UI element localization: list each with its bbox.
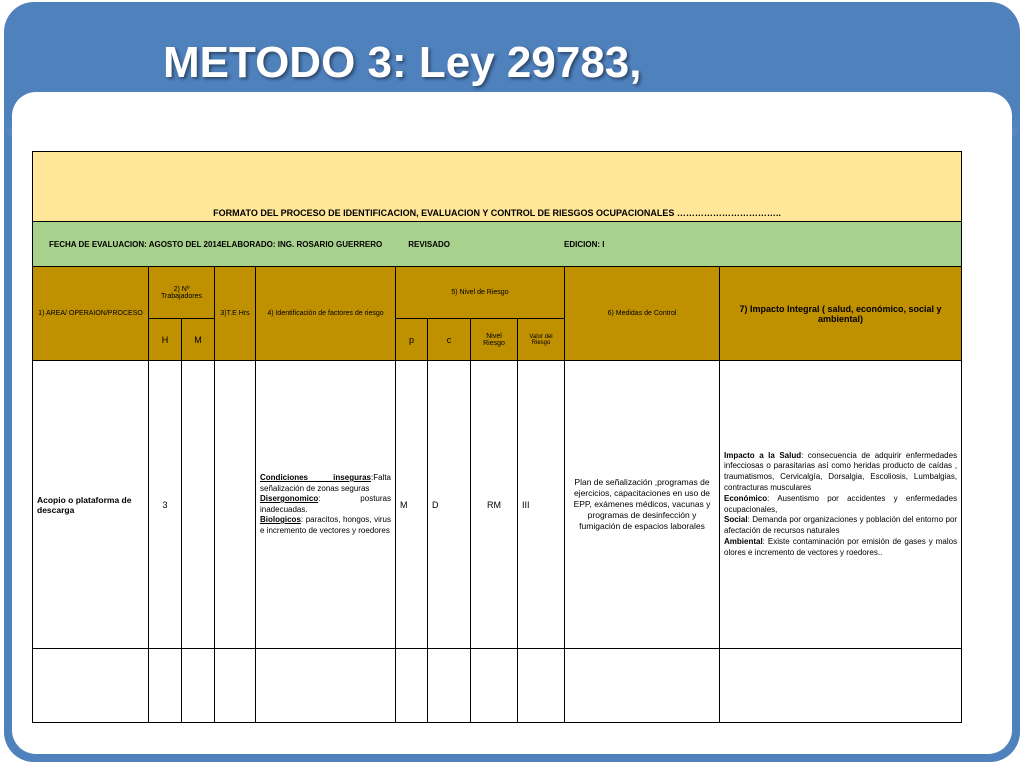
label-biologicos: Biologicos <box>260 515 301 524</box>
label-social: Social <box>724 515 748 525</box>
header-tiempo-exposicion: 3)T.E Hrs <box>215 267 256 361</box>
header-c: c <box>428 319 471 361</box>
cell-m <box>182 361 215 649</box>
header-nivel: Nivel Riesgo <box>471 319 518 361</box>
header-medidas: 6) Medidas de Control <box>565 267 720 361</box>
risk-assessment-table <box>32 151 962 723</box>
header-valor: Valor del Riesgo <box>518 319 565 361</box>
header-impacto: 7) Impacto Integral ( salud, económico, social y ambiental) <box>720 267 962 361</box>
format-title-row <box>33 152 962 222</box>
cell-valor: III <box>518 361 565 649</box>
header-area: 1) AREA/ OPERAION/PROCESO <box>33 267 149 361</box>
fecha-evaluacion: FECHA DE EVALUACION: AGOSTO DEL 2014 <box>49 239 222 249</box>
cell-factores <box>256 361 396 649</box>
header-nivel-riesgo: 5) Nivel de Riesgo <box>396 267 565 319</box>
cell-nivel: RM <box>471 361 518 649</box>
cell-medidas: Plan de señalización ,programas de ejercicios, capacitaciones en uso de EPP, exámenes médicos, vacunas y programas de desinfección y fumigación de espacios laborales <box>565 361 720 649</box>
header-row-1 <box>33 267 962 319</box>
header-p: p <box>396 319 428 361</box>
label-condiciones: Condiciones inseguras <box>260 473 371 482</box>
header-factores: 4) Identificación de factores de riesgo <box>256 267 396 361</box>
label-salud: Impacto a la Salud <box>724 450 802 460</box>
table-row <box>33 361 962 649</box>
header-m: M <box>182 319 215 361</box>
cell-impacto <box>720 361 962 649</box>
elaborado-por: ELABORADO: ING. ROSARIO GUERRERO <box>221 239 383 249</box>
cell-h: 3 <box>149 361 182 649</box>
label-disergonomico: Disergonomico <box>260 494 319 503</box>
label-ambiental: Ambiental <box>724 536 763 546</box>
cell-p: M <box>396 361 428 649</box>
text-disergonomico: : posturas inadecuadas. <box>260 494 391 514</box>
text-economico: : Ausentismo por accidentes y enfermedades ocupacionales, <box>724 493 958 514</box>
text-biologicos: : paracitos, hongos, virus e incremento de vectores y roedores <box>260 515 391 535</box>
text-salud: : consecuencia de adquirir enfermedades infecciosas o parasitarias así como heridas producto de caídas , traumatismos, Cervicalgía, Dorsalgia, Escoliosis, Lumbalgias, contracturas musculares <box>724 450 958 492</box>
header-h: H <box>149 319 182 361</box>
slide-title: METODO 3: Ley 29783, <box>163 38 642 87</box>
text-ambiental: : Existe contaminación por emisión de gases y malos olores e incremento de vectores y roedores.. <box>724 536 958 557</box>
revisado: REVISADO <box>408 239 451 249</box>
header-trabajadores: 2) Nº Trabajadores <box>149 267 215 319</box>
cell-c: D <box>428 361 471 649</box>
edicion: EDICION: I <box>564 239 605 249</box>
format-title: FORMATO DEL PROCESO DE IDENTIFICACION, EVALUACION Y CONTROL DE RIESGOS OCUPACIONALES …………………………….. <box>33 152 962 222</box>
cell-te <box>215 361 256 649</box>
label-economico: Económico <box>724 493 768 503</box>
empty-table-row <box>33 649 962 723</box>
info-row <box>33 222 962 267</box>
cell-area: Acopio o plataforma de descarga <box>33 361 149 649</box>
text-condiciones: :Falta señalización de zonas seguras <box>260 473 391 493</box>
text-social: : Demanda por organizaciones y población del entorno por afectación de recursos naturales <box>724 515 958 536</box>
